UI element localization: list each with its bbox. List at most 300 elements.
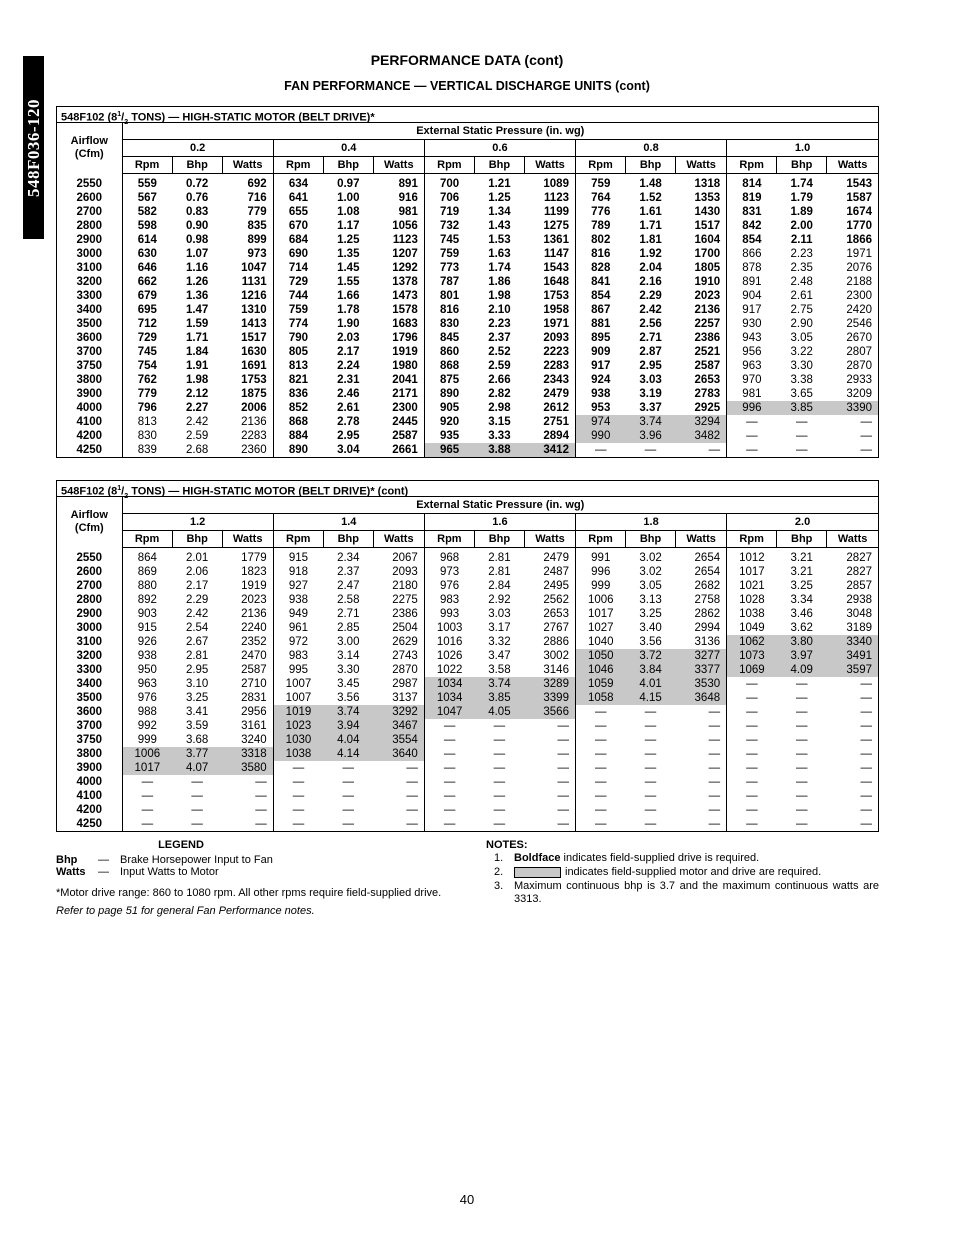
bhp-value: 2.66: [488, 374, 511, 386]
rpm-value: 828: [575, 261, 625, 275]
note-text: indicates field-supplied motor and drive are required.: [565, 866, 822, 878]
rpm-value: 1016: [424, 635, 474, 649]
rpm-value: 814: [727, 174, 777, 192]
watts-value: —: [557, 804, 569, 816]
bhp-value: —: [795, 818, 808, 830]
airflow-value: 3100: [76, 636, 103, 648]
table-row: [57, 373, 878, 387]
rpm-value: 999: [575, 579, 625, 593]
rpm-value: 868: [273, 415, 323, 429]
bhp-value: —: [342, 818, 355, 830]
watts-value: 1958: [543, 304, 569, 316]
table-row: [57, 649, 878, 663]
rpm-value: 852: [273, 401, 323, 415]
rpm-value: 690: [273, 247, 323, 261]
bhp-value: 2.12: [185, 388, 209, 400]
note-3: [486, 880, 879, 906]
airflow-value: 4200: [76, 430, 103, 442]
airflow-value: 3900: [76, 388, 103, 400]
side-tab-label: 548F036-120: [23, 98, 43, 197]
watts-value: 1980: [392, 360, 418, 372]
watts-value: 2886: [543, 636, 569, 648]
rpm-value: —: [575, 761, 625, 775]
bhp-value: 2.90: [790, 318, 813, 330]
table-caption: 548F102 ($8^1/_2$ TONS) — HIGH-STATIC MOTOR (BELT DRIVE)*: [57, 107, 878, 123]
watts-value: 3048: [846, 608, 872, 620]
bhp-value: —: [191, 790, 203, 802]
rpm-value: 970: [727, 373, 777, 387]
airflow-value: 3300: [76, 664, 103, 676]
bhp-value: 3.74: [474, 677, 524, 691]
watts-header: Watts: [373, 531, 424, 548]
rpm-value: 830: [122, 429, 172, 443]
watts-value: 3377: [676, 663, 727, 677]
watts-value: 1919: [241, 580, 267, 592]
bhp-value: 2.24: [337, 360, 360, 372]
watts-value: 2710: [241, 678, 267, 690]
bhp-value: 3.25: [639, 608, 662, 620]
rpm-value: —: [727, 443, 777, 457]
watts-value: —: [406, 804, 418, 816]
bhp-value: 3.03: [488, 608, 511, 620]
legend-key: Bhp: [56, 854, 78, 866]
watts-value: 3467: [373, 719, 424, 733]
rpm-value: 963: [727, 359, 777, 373]
bhp-value: —: [795, 416, 808, 428]
rpm-value: 854: [727, 233, 777, 247]
table-row: [57, 803, 878, 817]
rpm-value: 732: [424, 219, 474, 233]
bhp-value: 1.25: [337, 234, 360, 246]
watts-value: 2041: [392, 374, 418, 386]
rpm-value: —: [575, 733, 625, 747]
performance-table: [57, 497, 878, 831]
page-number: 40: [459, 1192, 475, 1207]
rpm-value: —: [424, 733, 474, 747]
rpm-value: 762: [122, 373, 172, 387]
airflow-value: 2700: [76, 206, 103, 218]
watts-header: Watts: [524, 157, 575, 174]
rpm-value: —: [575, 719, 625, 733]
bhp-value: 3.02: [639, 566, 662, 578]
watts-value: 1353: [694, 192, 721, 204]
bhp-value: 1.63: [488, 248, 511, 260]
rpm-value: 1059: [575, 677, 625, 691]
rpm-value: 965: [424, 443, 474, 457]
rpm-value: 559: [122, 174, 172, 192]
watts-value: 2994: [694, 622, 721, 634]
rpm-value: 773: [424, 261, 474, 275]
watts-value: 1805: [694, 262, 721, 274]
rpm-value: —: [575, 775, 625, 789]
watts-value: 1770: [846, 220, 872, 232]
pressure-header: 1.0: [727, 140, 878, 157]
rpm-value: —: [273, 803, 323, 817]
rpm-value: 1023: [273, 719, 323, 733]
watts-value: 2093: [392, 566, 418, 578]
airflow-value: 2550: [76, 551, 103, 564]
note-text: indicates field-supplied drive is required.: [560, 852, 760, 864]
legend-desc: Input Watts to Motor: [120, 866, 219, 878]
watts-value: 2257: [694, 318, 721, 330]
watts-value: 3289: [524, 677, 575, 691]
watts-value: 2807: [846, 346, 872, 358]
watts-value: 2654: [694, 552, 721, 564]
bhp-value: 1.90: [337, 318, 360, 330]
fan-performance-table-1: [56, 106, 879, 458]
rpm-value: 641: [273, 191, 323, 205]
watts-value: 1578: [392, 304, 418, 316]
bhp-value: 1.86: [488, 276, 511, 288]
note-bold-word: Boldface: [514, 852, 561, 864]
bhp-value: 2.92: [488, 594, 511, 606]
shade-swatch: [514, 867, 561, 878]
rpm-value: 868: [424, 359, 474, 373]
bhp-value: 2.16: [639, 276, 662, 288]
rpm-value: 706: [424, 191, 474, 205]
bhp-value: 1.53: [488, 234, 511, 246]
rpm-value: —: [273, 817, 323, 831]
rpm-value: 744: [273, 289, 323, 303]
bhp-value: —: [795, 678, 808, 690]
legend-item-bhp: [56, 854, 456, 866]
rpm-value: 1017: [727, 565, 777, 579]
rpm-value: —: [727, 733, 777, 747]
table-row: [57, 174, 878, 192]
bhp-value: 3.10: [185, 678, 209, 690]
watts-value: 1413: [241, 318, 267, 330]
watts-value: 2240: [241, 622, 267, 634]
notes: [486, 839, 879, 906]
watts-value: 2223: [543, 346, 569, 358]
watts-value: 3240: [241, 734, 267, 746]
table-row: [57, 719, 878, 733]
watts-value: —: [255, 818, 267, 830]
rpm-value: —: [273, 789, 323, 803]
rpm-value: 918: [273, 565, 323, 579]
bhp-value: 2.31: [337, 374, 360, 386]
airflow-value: 3800: [76, 374, 103, 386]
watts-value: 1378: [392, 276, 418, 288]
bhp-value: —: [795, 734, 808, 746]
airflow-header-line1: Airflow: [70, 509, 108, 522]
bhp-value: 3.56: [639, 636, 662, 648]
bhp-value: 2.23: [488, 318, 511, 330]
rpm-value: —: [575, 803, 625, 817]
rpm-value: 779: [122, 387, 172, 401]
table-row: [57, 219, 878, 233]
watts-value: 1700: [694, 248, 721, 260]
watts-value: —: [557, 720, 569, 732]
bhp-value: 1.71: [185, 332, 209, 344]
rpm-value: 961: [273, 621, 323, 635]
watts-value: 2300: [846, 290, 872, 302]
airflow-header-line1: Airflow: [70, 135, 108, 148]
bhp-value: 2.37: [488, 332, 511, 344]
rpm-value: —: [727, 803, 777, 817]
bhp-value: 1.16: [185, 262, 209, 274]
bhp-value: 2.04: [639, 262, 662, 274]
bhp-value: 1.36: [185, 290, 209, 302]
bhp-value: 2.48: [790, 276, 813, 288]
bhp-value: 4.04: [323, 733, 373, 747]
table-row: [57, 705, 878, 719]
bhp-value: —: [493, 790, 506, 802]
bhp-value: 1.74: [488, 262, 511, 274]
watts-value: —: [708, 444, 721, 456]
page-title: PERFORMANCE DATA (cont): [370, 52, 564, 68]
rpm-value: 996: [727, 401, 777, 415]
rpm-value: 655: [273, 205, 323, 219]
rpm-value: 684: [273, 233, 323, 247]
watts-value: —: [860, 678, 872, 690]
airflow-value: 2900: [76, 608, 103, 620]
bhp-value: 3.97: [777, 649, 827, 663]
bhp-value: 2.81: [185, 650, 209, 662]
bhp-value: 2.58: [337, 594, 360, 606]
watts-value: 1047: [241, 262, 267, 274]
watts-value: 2188: [846, 276, 872, 288]
airflow-value: 3900: [76, 762, 103, 774]
table-row: [57, 817, 878, 831]
watts-value: 891: [398, 178, 418, 190]
bhp-value: 2.47: [337, 580, 360, 592]
table-row: [57, 593, 878, 607]
rpm-value: 895: [575, 331, 625, 345]
bhp-value: 2.46: [337, 388, 360, 400]
watts-value: 3146: [543, 664, 569, 676]
airflow-value: 4000: [76, 776, 103, 788]
bhp-header: Bhp: [323, 157, 373, 174]
bhp-value: 3.68: [185, 734, 209, 746]
bhp-value: 3.74: [323, 705, 373, 719]
bhp-value: 2.87: [639, 346, 662, 358]
rpm-value: 915: [122, 621, 172, 635]
bhp-value: 2.54: [185, 622, 209, 634]
watts-value: —: [557, 762, 569, 774]
watts-value: 1517: [694, 220, 721, 232]
bhp-value: 1.52: [639, 192, 662, 204]
watts-value: 716: [247, 192, 267, 204]
watts-value: 1971: [543, 318, 569, 330]
watts-value: 2386: [694, 332, 721, 344]
bhp-value: 3.65: [790, 388, 813, 400]
watts-value: 2445: [392, 416, 418, 428]
watts-value: 2504: [392, 622, 418, 634]
rpm-value: 1006: [122, 747, 172, 761]
watts-value: 2933: [846, 374, 872, 386]
bhp-value: 2.81: [488, 552, 511, 564]
watts-header: Watts: [827, 531, 878, 548]
bhp-value: —: [795, 762, 808, 774]
watts-value: —: [557, 734, 569, 746]
bhp-value: 3.85: [777, 401, 827, 415]
table-row: [57, 401, 878, 415]
watts-value: —: [255, 790, 267, 802]
bhp-value: —: [644, 748, 657, 760]
watts-value: —: [406, 790, 418, 802]
rpm-value: —: [424, 761, 474, 775]
rpm-value: 976: [424, 579, 474, 593]
bhp-value: 2.61: [337, 402, 360, 414]
watts-value: 3137: [392, 692, 418, 704]
watts-value: —: [406, 762, 418, 774]
note-1: [486, 852, 879, 865]
watts-value: 1207: [392, 248, 418, 260]
rpm-value: 904: [727, 289, 777, 303]
rpm-value: 927: [273, 579, 323, 593]
bhp-value: 2.23: [790, 248, 813, 260]
rpm-value: 860: [424, 345, 474, 359]
bhp-value: 2.95: [337, 430, 360, 442]
bhp-value: 1.66: [337, 290, 360, 302]
watts-value: 1131: [241, 276, 267, 288]
rpm-value: —: [727, 719, 777, 733]
note-number: 2.: [494, 866, 504, 878]
watts-value: 2093: [543, 332, 569, 344]
watts-value: 2670: [846, 332, 872, 344]
watts-value: 1543: [846, 178, 872, 190]
watts-value: 973: [247, 248, 267, 260]
bhp-value: —: [795, 790, 808, 802]
bhp-value: 2.71: [639, 332, 662, 344]
airflow-value: 3750: [76, 360, 103, 372]
bhp-header: Bhp: [172, 531, 222, 548]
bhp-value: 2.56: [639, 318, 662, 330]
rpm-value: 759: [273, 303, 323, 317]
rpm-value: 816: [575, 247, 625, 261]
bhp-value: 3.33: [488, 430, 511, 442]
watts-value: 2479: [543, 552, 569, 564]
rpm-value: 924: [575, 373, 625, 387]
airflow-value: 3400: [76, 678, 103, 690]
airflow-value: 3100: [76, 262, 103, 274]
legend-item-watts: [56, 866, 456, 878]
bhp-value: —: [342, 804, 355, 816]
rpm-value: 950: [122, 663, 172, 677]
rpm-value: 1050: [575, 649, 625, 663]
bhp-value: 1.89: [790, 206, 813, 218]
rpm-value: 905: [424, 401, 474, 415]
watts-value: —: [860, 776, 872, 788]
rpm-value: —: [575, 747, 625, 761]
rpm-value: —: [122, 789, 172, 803]
rpm-value: 880: [122, 579, 172, 593]
bhp-value: 2.84: [488, 580, 511, 592]
rpm-value: 993: [424, 607, 474, 621]
bhp-header: Bhp: [777, 531, 827, 548]
bhp-value: 3.30: [337, 664, 360, 676]
rpm-value: 915: [273, 548, 323, 566]
watts-value: 1587: [846, 192, 872, 204]
legend-desc: Brake Horsepower Input to Fan: [120, 854, 273, 866]
watts-value: 2653: [543, 608, 569, 620]
table-row: [57, 429, 878, 443]
airflow-value: 2700: [76, 580, 103, 592]
watts-value: 3554: [373, 733, 424, 747]
bhp-value: —: [493, 720, 506, 732]
rpm-value: 719: [424, 205, 474, 219]
bhp-header: Bhp: [474, 157, 524, 174]
rpm-value: 614: [122, 233, 172, 247]
table-row: [57, 205, 878, 219]
airflow-value: 2600: [76, 192, 103, 204]
rpm-value: 867: [575, 303, 625, 317]
watts-value: 3412: [524, 443, 575, 457]
rpm-value: 729: [273, 275, 323, 289]
rpm-value: —: [727, 677, 777, 691]
rpm-value: —: [727, 429, 777, 443]
table-row: [57, 331, 878, 345]
bhp-header: Bhp: [323, 531, 373, 548]
rpm-value: 981: [727, 387, 777, 401]
watts-value: —: [708, 720, 721, 732]
watts-value: 2546: [846, 318, 872, 330]
rpm-value: 1040: [575, 635, 625, 649]
watts-value: —: [406, 818, 418, 830]
rpm-value: —: [727, 691, 777, 705]
bhp-value: 2.42: [185, 416, 209, 428]
watts-header: Watts: [222, 531, 273, 548]
rpm-header: Rpm: [424, 531, 474, 548]
watts-value: 3491: [827, 649, 878, 663]
watts-value: —: [860, 818, 872, 830]
bhp-value: —: [644, 720, 657, 732]
rpm-value: 796: [122, 401, 172, 415]
watts-value: 3530: [676, 677, 727, 691]
rpm-value: —: [122, 775, 172, 789]
rpm-value: 992: [122, 719, 172, 733]
watts-value: 2587: [694, 360, 721, 372]
rpm-value: 714: [273, 261, 323, 275]
bhp-value: 3.00: [337, 636, 360, 648]
watts-value: —: [406, 776, 418, 788]
rpm-value: 973: [424, 565, 474, 579]
watts-value: 3390: [827, 401, 878, 415]
rpm-value: 1019: [273, 705, 323, 719]
bhp-value: 2.29: [639, 290, 662, 302]
airflow-value: 2800: [76, 220, 103, 232]
bhp-value: —: [795, 720, 808, 732]
bhp-value: —: [644, 444, 657, 456]
bhp-value: 3.94: [323, 719, 373, 733]
airflow-value: 3600: [76, 706, 103, 718]
legend-dash: —: [98, 854, 109, 866]
watts-value: 2283: [543, 360, 569, 372]
rpm-value: 1073: [727, 649, 777, 663]
rpm-value: 1021: [727, 579, 777, 593]
airflow-value: 3700: [76, 346, 103, 358]
rpm-value: 801: [424, 289, 474, 303]
bhp-value: 2.06: [185, 566, 209, 578]
table-row: [57, 789, 878, 803]
table-row: [57, 261, 878, 275]
rpm-value: 949: [273, 607, 323, 621]
watts-value: —: [860, 706, 872, 718]
bhp-value: 3.59: [185, 720, 209, 732]
watts-value: 1275: [543, 220, 569, 232]
rpm-value: —: [424, 719, 474, 733]
watts-value: 1875: [241, 388, 267, 400]
rpm-value: 903: [122, 607, 172, 621]
rpm-value: 854: [575, 289, 625, 303]
bhp-value: —: [342, 790, 355, 802]
table-row: [57, 303, 878, 317]
rpm-value: 1022: [424, 663, 474, 677]
airflow-value: 2550: [76, 177, 103, 190]
bhp-value: —: [795, 748, 808, 760]
caption-fraction-denominator: 2: [124, 118, 129, 126]
